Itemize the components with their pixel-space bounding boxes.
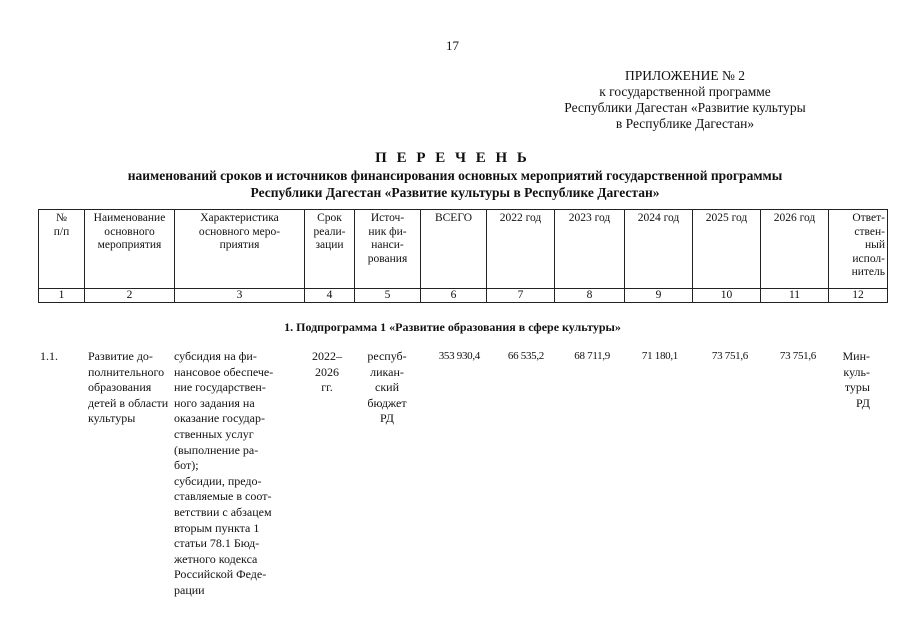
header-cell: Характеристика основного меро- приятия (175, 210, 305, 289)
header-cell: 2025 год (693, 210, 761, 289)
amount-2024: 71 180,1 (641, 350, 678, 362)
column-number: 4 (305, 289, 355, 303)
header-cell: ВСЕГО (421, 210, 487, 289)
program-table-header (38, 209, 888, 303)
column-number: 1 (39, 289, 85, 303)
column-number: 3 (175, 289, 305, 303)
header-cell: 2024 год (625, 210, 693, 289)
appendix-header (520, 68, 850, 132)
header-cell: Ответ- ствен- ный испол- нитель (829, 210, 888, 289)
amount-2022: 66 535,2 (507, 350, 544, 362)
header-cell: Срок реали- зации (305, 210, 355, 289)
document-subtitle (40, 167, 870, 201)
amount-2025: 73 751,6 (711, 350, 748, 362)
subtitle-line-2: Республики Дагестан «Развитие культуры в Республике Дагестан» (250, 185, 660, 200)
column-number: 10 (693, 289, 761, 303)
document-title: П Е Р Е Ч Е Н Ь (375, 150, 530, 166)
appendix-line-4: в Республике Дагестан» (615, 116, 755, 131)
page-number: 17 (446, 38, 459, 53)
column-number: 6 (421, 289, 487, 303)
amount-2026: 73 751,6 (779, 350, 816, 362)
activity-name: Развитие до- полнительного образования детей в области культуры (88, 349, 169, 426)
appendix-line-1: ПРИЛОЖЕНИЕ № 2 (624, 68, 746, 83)
column-number: 2 (85, 289, 175, 303)
appendix-line-2: к государственной программе (599, 84, 771, 99)
column-number: 9 (625, 289, 693, 303)
header-cell: 2023 год (555, 210, 625, 289)
activity-description: субсидия на фи- нансовое обеспече- ние государствен- ного задания на оказание государ- ственных услуг (выполнение ра- бот); субсидии, предо- ставляемые в соот- ветствии с абзацем вторым пункта 1 статьи 78.1 Бюд- жетного кодекса Российской Феде- рации (174, 349, 274, 597)
header-cell: № п/п (39, 210, 85, 289)
column-number: 5 (355, 289, 421, 303)
section-title: 1. Подпрограмма 1 «Развитие образования в сфере культуры» (284, 320, 621, 334)
column-number: 12 (829, 289, 888, 303)
header-cell: Источ- ник фи- нанси- рования (355, 210, 421, 289)
amount-2023: 68 711,9 (574, 350, 610, 362)
column-number: 11 (761, 289, 829, 303)
header-cell: Наименование основного мероприятия (85, 210, 175, 289)
column-number: 8 (555, 289, 625, 303)
total-amount: 353 930,4 (438, 350, 480, 362)
appendix-line-3: Республики Дагестан «Развитие культуры (564, 100, 806, 115)
header-cell: 2022 год (487, 210, 555, 289)
subtitle-line-1: наименований сроков и источников финансирования основных мероприятий государственной программы (127, 168, 783, 183)
responsible-executor: Мин- куль- туры РД (842, 349, 870, 410)
column-number: 7 (487, 289, 555, 303)
header-cell: 2026 год (761, 210, 829, 289)
row-number: 1.1. (40, 349, 58, 363)
funding-source: респуб- ликан- ский бюджет РД (367, 349, 407, 426)
implementation-period: 2022– 2026 гг. (312, 349, 342, 395)
